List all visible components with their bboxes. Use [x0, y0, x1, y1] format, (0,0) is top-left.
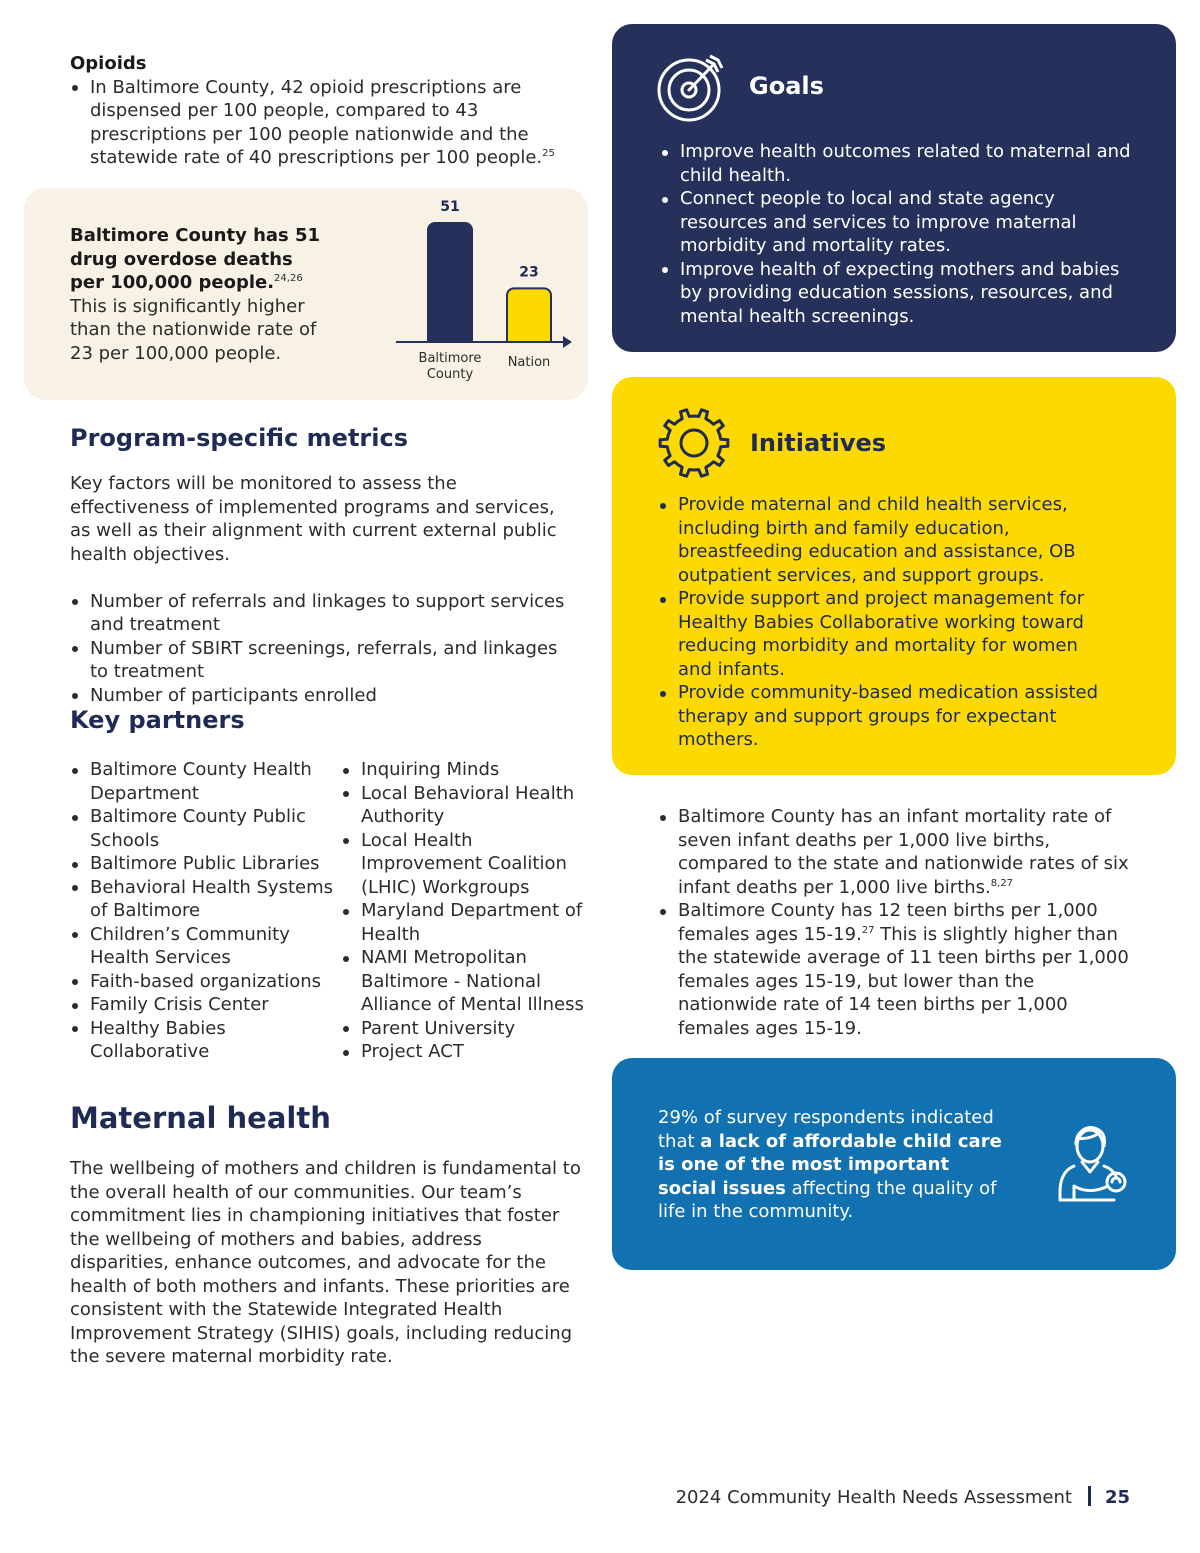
- list-item: Improve health of expecting mothers and babies by providing education sessions, resources, and mental health screenings.: [660, 258, 1140, 329]
- list-item: Local Behavioral Health Authority: [341, 782, 591, 829]
- initiatives-title: Initiatives: [750, 429, 887, 457]
- category-label: Nation: [507, 355, 551, 370]
- list-item: Baltimore Public Libraries: [70, 852, 340, 876]
- program-metrics-title: Program-specific metrics: [70, 424, 408, 452]
- footnote-ref: 25: [542, 148, 555, 159]
- list-item: Connect people to local and state agency resources and services to improve maternal morbidity and mortality rates.: [660, 187, 1140, 258]
- list-item: Improve health outcomes related to maternal and child health.: [660, 140, 1140, 187]
- list-item: In Baltimore County, 42 opioid prescriptions are dispensed per 100 people, compared to 43 prescriptions per 100 people nationwide and the statewide rate of 40 prescriptions per 100 people.$^{25}$: [70, 76, 570, 170]
- program-metrics-section: [70, 424, 580, 707]
- overdose-bar-chart: [374, 188, 588, 400]
- list-item: Project ACT: [341, 1040, 591, 1064]
- bar-1: [507, 288, 551, 350]
- maternal-health-title: Maternal health: [70, 1101, 331, 1135]
- list-item: NAMI Metropolitan Baltimore - National Alliance of Mental Illness: [341, 946, 591, 1017]
- overdose-stat-highlight: Baltimore County has 51 drug overdose deaths per 100,000 people.: [70, 225, 321, 293]
- footnote-ref: 8,27: [990, 877, 1014, 889]
- page-footer: [676, 1486, 1130, 1508]
- list-item: Number of referrals and linkages to support services and treatment: [70, 590, 580, 637]
- key-partners-list-right: [341, 758, 591, 1064]
- maternal-stats-list: [658, 805, 1138, 1040]
- list-item: Baltimore County Health Department: [70, 758, 340, 805]
- overdose-stat-description: This is significantly higher than the nationwide rate of 23 per 100,000 people.: [70, 295, 317, 364]
- opioids-list: [70, 76, 570, 170]
- list-item: Provide support and project management for Healthy Babies Collaborative working toward reducing morbidity and mortality for women and infants.: [658, 587, 1108, 681]
- list-item: Provide maternal and child health services, including birth and family education, breastfeeding education and assistance, OB outpatient services, and support groups.: [658, 493, 1108, 587]
- survey-callout-text: 29% of survey respondents indicated that a lack of affordable child care is one of the most important social issues affecting the quality of life in the community.: [658, 1107, 1002, 1222]
- list-item: Baltimore County has an infant mortality rate of seven infant deaths per 1,000 live births, compared to the state and nationwide rates of six infant deaths per 1,000 live births.$^{8,27}$: [658, 805, 1138, 899]
- overdose-stat-text: [70, 224, 330, 365]
- list-item: Provide community-based medication assisted therapy and support groups for expectant mothers.: [658, 681, 1108, 752]
- initiatives-list: [658, 493, 1108, 752]
- list-item: Number of participants enrolled: [70, 684, 580, 708]
- footer-divider: [1088, 1486, 1091, 1506]
- list-item: Children’s Community Health Services: [70, 923, 340, 970]
- list-item: Baltimore County has 12 teen births per 1,000 females ages 15-19.27 This is slightly higher than the statewide average of 11 teen births per 1,000 females ages 15-19, but lower than the nationwide rate of 14 teen births per 1,000 females ages 15-19.: [658, 899, 1138, 1040]
- list-item: Local Health Improvement Coalition (LHIC) Workgroups: [341, 829, 591, 900]
- bar-value-label: 51: [440, 199, 460, 215]
- list-item: Behavioral Health Systems of Baltimore: [70, 876, 340, 923]
- bar-value-label: 23: [519, 264, 539, 281]
- key-partners-list-left: [70, 758, 340, 1064]
- survey-callout-card: [612, 1058, 1176, 1270]
- survey-highlight: a lack of affordable child care is one of the most important social issues: [658, 1130, 1002, 1199]
- maternal-health-body: The wellbeing of mothers and children is fundamental to the overall health of our communities. Our team’s commitment lies in championing initiatives that foster the wellbeing of mothers and babies, address disparities, enhance outcomes, and advocate for the health of both mothers and infants. These priorities are consistent with the Statewide Integrated Health Improvement Strategy (SIHIS) goals, including reducing the severe maternal morbidity rate.: [70, 1158, 581, 1367]
- list-item: Number of SBIRT screenings, referrals, and linkages to treatment: [70, 637, 580, 684]
- goals-title: Goals: [749, 72, 824, 100]
- opioids-title: Opioids: [70, 53, 147, 74]
- mother-baby-icon: [1054, 1122, 1134, 1206]
- list-item: Parent University: [341, 1017, 591, 1041]
- bar-0: [428, 223, 472, 350]
- target-icon: [656, 52, 728, 124]
- opioids-section: [70, 52, 570, 170]
- list-item: Maryland Department of Health: [341, 899, 591, 946]
- list-item: Healthy Babies Collaborative: [70, 1017, 340, 1064]
- program-metrics-list: [70, 590, 580, 708]
- gear-icon: [656, 405, 732, 481]
- footnote-ref: 27: [861, 924, 875, 936]
- list-item: Inquiring Minds: [341, 758, 591, 782]
- initiatives-card: [612, 377, 1176, 775]
- program-metrics-intro: Key factors will be monitored to assess the effectiveness of implemented programs and services, as well as their alignment with current external public health objectives.: [70, 473, 557, 565]
- maternal-health-section: [70, 1101, 586, 1369]
- page-number: 25: [1104, 1487, 1130, 1508]
- goals-card: [612, 24, 1176, 352]
- list-item: Family Crisis Center: [70, 993, 340, 1017]
- category-label: Baltimore County: [418, 351, 482, 382]
- list-item: Baltimore County Public Schools: [70, 805, 340, 852]
- list-item: Faith-based organizations: [70, 970, 340, 994]
- key-partners-title: Key partners: [70, 706, 245, 734]
- overdose-stat-card: [24, 188, 588, 400]
- footer-title: 2024 Community Health Needs Assessment: [675, 1487, 1072, 1508]
- goals-list: [660, 140, 1140, 328]
- footnote-ref: 24,26: [274, 273, 303, 284]
